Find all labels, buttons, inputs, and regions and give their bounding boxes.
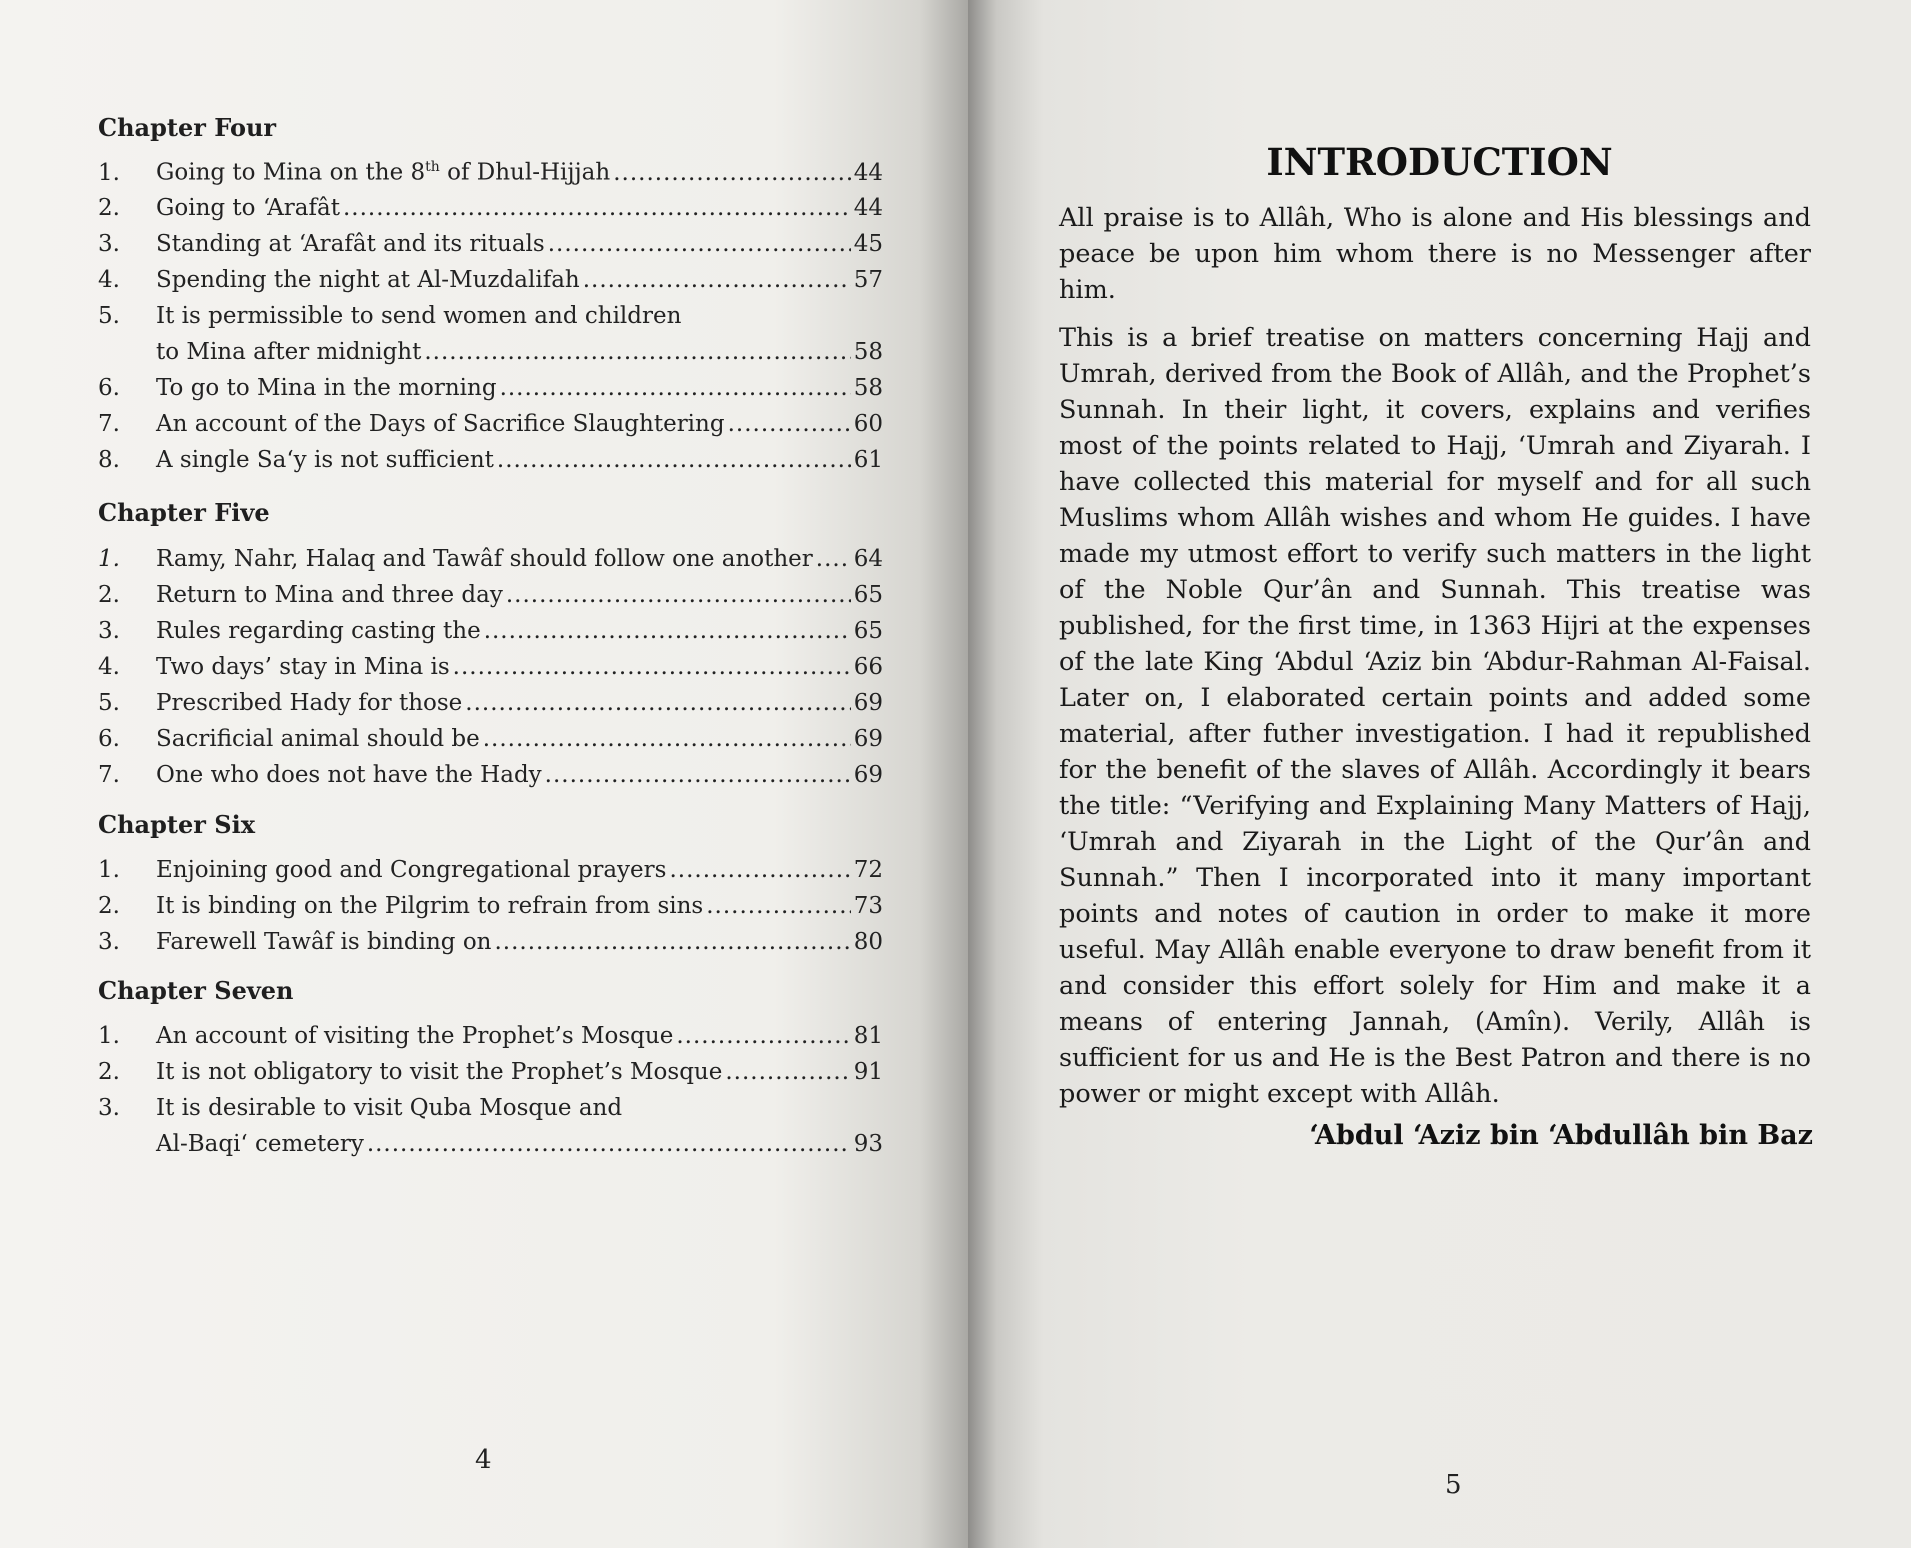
- toc-row: 3. It is desirable to visit Quba Mosque and: [98, 1095, 623, 1121]
- page-number: 5: [1445, 1470, 1462, 1500]
- toc-row: 1. Enjoining good and Congregational prayers ..... 72: [98, 857, 883, 891]
- page-title: INTRODUCTION: [1266, 140, 1613, 184]
- introduction-body: [1059, 200, 1811, 1124]
- toc-row: 1. An account of visiting the Prophet’s Mosque ..... 81: [98, 1023, 883, 1057]
- toc-row: 4. Spending the night at Al-Muzdalifah ..... 57: [98, 267, 883, 301]
- page-number: 4: [475, 1445, 492, 1475]
- toc-row: 2. It is binding on the Pilgrim to refrain from sins ..... 73: [98, 893, 883, 927]
- chapter-heading: Chapter Seven: [98, 976, 294, 1005]
- toc-row: 5. Prescribed Hady for those ..... 69: [98, 690, 883, 724]
- toc-row: 1. Ramy, Nahr, Halaq and Tawâf should follow one another ..... 64: [98, 546, 883, 580]
- toc-row-continued: Al-Baqi‘ cemetery ..... 93: [98, 1131, 883, 1165]
- chapter-heading: Chapter Four: [98, 113, 277, 142]
- chapter-heading: Chapter Five: [98, 498, 270, 527]
- toc-row: 6. To go to Mina in the morning ..... 58: [98, 375, 883, 409]
- toc-row-continued: to Mina after midnight ..... 58: [98, 339, 883, 373]
- toc-row: 6. Sacrificial animal should be ..... 69: [98, 726, 883, 760]
- toc-row: 2. It is not obligatory to visit the Prophet’s Mosque ..... 91: [98, 1059, 883, 1093]
- toc-row: 1. Going to Mina on the 8th of Dhul-Hijjah ..... 44: [98, 159, 883, 193]
- author-signature: ‘Abdul ‘Aziz bin ‘Abdullâh bin Baz: [1309, 1120, 1813, 1151]
- toc-row: 3. Farewell Tawâf is binding on ..... 80: [98, 929, 883, 963]
- paragraph: This is a brief treatise on matters concerning Hajj and Umrah, derived from the Book of Allâh, and the Prophet’s Sunnah. In their light, it covers, explains and verifies most of the points related to Hajj, ‘Umrah and Ziyarah. I have collected this material for myself and for all such Muslims whom Allâh wishes and whom He guides. I have made my utmost effort to verify such matters in the light of the Noble Qur’ân and Sunnah. This treatise was published, for the first time, in 1363 Hijri at the expenses of the late King ‘Abdul ‘Aziz bin ‘Abdur-Rahman Al-Faisal. Later on, I elaborated certain points and added some material, after futher investigation. I had it republished for the benefit of the slaves of Allâh. Accordingly it bears the title: “Verifying and Explaining Many Matters of Hajj, ‘Umrah and Ziyarah in the Light of the Qur’ân and Sunnah.” Then I incorporated into it many important points and notes of caution in order to make it more useful. May Allâh enable everyone to draw benefit from it and consider this effort solely for Him and make it a means of entering Jannah, (Amîn). Verily, Allâh is sufficient for us and He is the Best Patron and there is no power or might except with Allâh.: [1059, 323, 1811, 1109]
- toc-row: 3. Standing at ‘Arafât and its rituals ..... 45: [98, 231, 883, 265]
- right-page: [968, 0, 1911, 1548]
- chapter-heading: Chapter Six: [98, 810, 255, 839]
- toc-row: 3. Rules regarding casting the ..... 65: [98, 618, 883, 652]
- toc-row: 7. An account of the Days of Sacrifice Slaughtering ..... 60: [98, 411, 883, 445]
- toc-row: 4. Two days’ stay in Mina is ..... 66: [98, 654, 883, 688]
- toc-row: 5. It is permissible to send women and children: [98, 303, 682, 329]
- toc-row: 8. A single Sa‘y is not sufficient ..... 61: [98, 447, 883, 481]
- toc-row: 2. Return to Mina and three day ..... 65: [98, 582, 883, 616]
- toc-row: 7. One who does not have the Hady ..... 69: [98, 762, 883, 796]
- toc-row: 2. Going to ‘Arafât ..... 44: [98, 195, 883, 229]
- paragraph: All praise is to Allâh, Who is alone and His blessings and peace be upon him whom there is no Messenger after him.: [1059, 203, 1811, 305]
